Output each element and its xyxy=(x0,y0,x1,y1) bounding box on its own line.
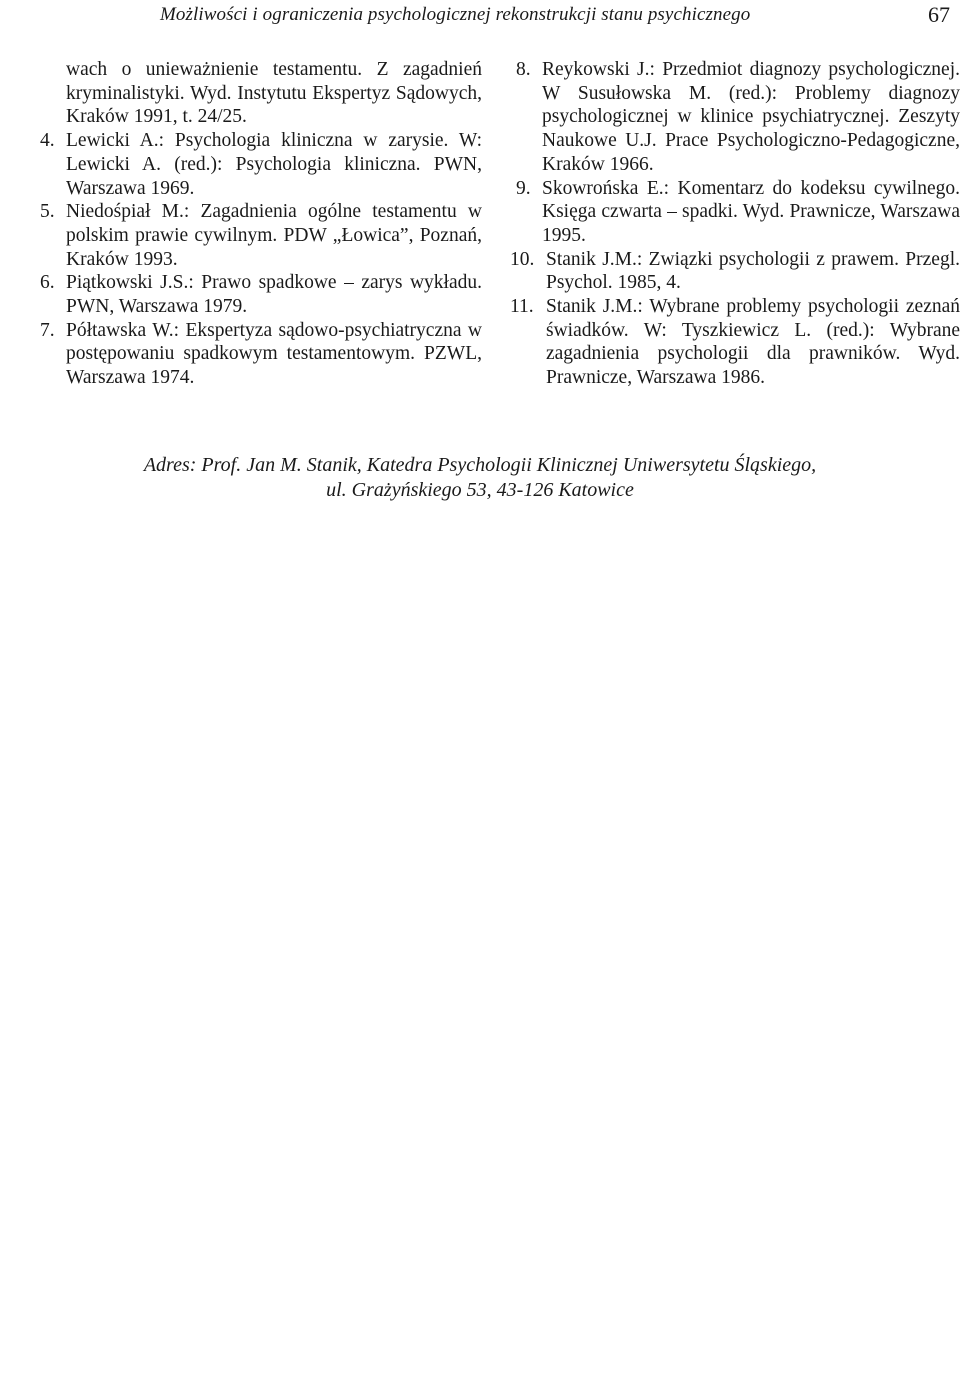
reference-number: 9. xyxy=(516,177,531,199)
references-left-column xyxy=(40,58,482,390)
reference-item xyxy=(40,129,482,200)
reference-number: 5. xyxy=(40,201,55,223)
running-title: Możliwości i ograniczenia psychologicznej rekonstrukcji stanu psychicznego xyxy=(160,4,751,25)
reference-item xyxy=(516,58,960,177)
reference-number: 6. xyxy=(40,272,55,294)
reference-text: Lewicki A.: Psychologia kliniczna w zarysie. W: Lewicki A. (red.): Psychologia kliniczna. PWN, Warszawa 1969. xyxy=(66,130,482,199)
reference-item xyxy=(40,200,482,271)
reference-number: 10. xyxy=(510,248,535,270)
reference-text: Półtawska W.: Ekspertyza sądowo-psychiatryczna w postępowaniu spadkowym testamentowym. PZWL, Warszawa 1974. xyxy=(66,319,482,389)
reference-text: wach o unieważnienie testamentu. Z zagadnień kryminalistyki. Wyd. Instytutu Ekspertyz Sądowych, Kraków 1991, t. 24/25. xyxy=(66,59,482,128)
reference-item xyxy=(510,295,960,390)
reference-text: Niedośpiał M.: Zagadnienia ogólne testamentu w polskim prawie cywilnym. PDW „Łowica”, Poznań, Kraków 1993. xyxy=(66,201,482,270)
reference-text: Stanik J.M.: Wybrane problemy psychologii zeznań świadków. W: Tyszkiewicz L. (red.): Wybrane zagadnienia psychologii dla prawników. Wyd. Prawnicze, Warszawa 1986. xyxy=(546,296,960,389)
reference-text: Skowrońska E.: Komentarz do kodeksu cywilnego. Księga czwarta – spadki. Wyd. Prawnicze, Warszawa 1995. xyxy=(542,177,960,246)
reference-number: 8. xyxy=(516,59,531,80)
address-line-2: ul. Grażyńskiego 53, 43-126 Katowice xyxy=(326,479,634,501)
address-line-1: Adres: Prof. Jan M. Stanik, Katedra Psychologii Klinicznej Uniwersytetu Śląskiego, xyxy=(143,454,817,476)
reference-text: Piątkowski J.S.: Prawo spadkowe – zarys wykładu. PWN, Warszawa 1979. xyxy=(66,272,482,318)
reference-item xyxy=(40,58,482,129)
reference-text: Stanik J.M.: Związki psychologii z prawem. Przegl. Psychol. 1985, 4. xyxy=(546,248,960,294)
reference-item xyxy=(40,271,482,318)
reference-item xyxy=(510,248,960,295)
references-right-column xyxy=(510,58,960,390)
reference-item xyxy=(516,177,960,248)
reference-number: 7. xyxy=(40,319,55,341)
reference-text: Reykowski J.: Przedmiot diagnozy psychologicznej. W Susułowska M. (red.): Problemy diagnozy psychologicznej w klinice psychiatrycznej. Zeszyty Naukowe U.J. Prace Psychologiczno-Pedagogiczne, Kraków 1966. xyxy=(542,59,960,175)
reference-number: 4. xyxy=(40,130,55,152)
page-number: 67 xyxy=(928,2,950,27)
author-address xyxy=(0,453,960,503)
reference-item xyxy=(40,319,482,390)
reference-number: 11. xyxy=(510,296,534,318)
page-header xyxy=(160,2,950,32)
